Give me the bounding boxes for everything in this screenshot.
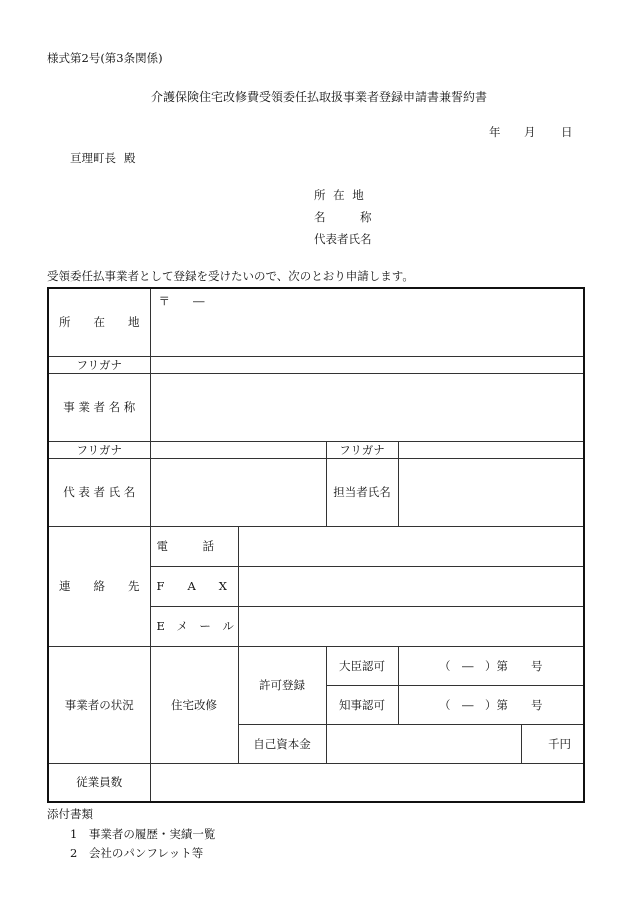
business-name-field[interactable] — [150, 373, 584, 441]
rep-name-label: 代 表 者 氏 名 — [48, 458, 150, 526]
governor-label: 知事認可 — [326, 685, 398, 724]
license-label: 許可登録 — [238, 646, 326, 724]
date-month: 月 — [524, 125, 536, 139]
governor-number-field[interactable]: （ ― ）第 号 — [398, 685, 584, 724]
contact-label: 連 絡 先 — [48, 526, 150, 646]
email-field[interactable] — [238, 606, 584, 646]
employees-label: 従業員数 — [48, 763, 150, 802]
rep-furigana-field[interactable] — [150, 441, 326, 458]
addressee-honorific: 殿 — [124, 151, 136, 165]
fax-field[interactable] — [238, 566, 584, 606]
attachment-item: 2 会社のパンフレット等 — [70, 846, 204, 860]
date-year: 年 — [489, 125, 501, 139]
minister-label: 大臣認可 — [326, 646, 398, 685]
contact-person-field[interactable] — [398, 458, 584, 526]
business-furigana-field[interactable] — [150, 356, 584, 373]
capital-label: 自己資本金 — [238, 724, 326, 763]
address-label: 所 在 地 — [48, 288, 150, 356]
email-label: E メ ー ル — [150, 606, 238, 646]
furigana-label: フリガナ — [48, 356, 150, 373]
capital-field[interactable] — [326, 724, 521, 763]
attachments-heading: 添付書類 — [47, 807, 93, 821]
rep-name-field[interactable] — [150, 458, 326, 526]
capital-unit: 千円 — [521, 724, 584, 763]
application-table — [47, 287, 585, 803]
page-title: 介護保険住宅改修費受領委任払取扱事業者登録申請書兼誓約書 — [151, 90, 488, 104]
contact-furigana-label: フリガナ — [326, 441, 398, 458]
business-name-label: 事 業 者 名 称 — [48, 373, 150, 441]
intro-text: 受領委任払事業者として登録を受けたいので、次のとおり申請します。 — [47, 269, 414, 283]
home-repair-label: 住宅改修 — [150, 646, 238, 763]
furigana-label: フリガナ — [48, 441, 150, 458]
fax-label: F A X — [150, 566, 238, 606]
contact-furigana-field[interactable] — [398, 441, 584, 458]
phone-label: 電 話 — [150, 526, 238, 566]
employees-field[interactable] — [150, 763, 584, 802]
address-field[interactable] — [150, 288, 584, 356]
applicant-name-label: 名 称 — [314, 210, 372, 224]
postal-mark: 〒 ― — [158, 294, 205, 308]
addressee-name: 亘理町長 — [70, 151, 116, 165]
date-day: 日 — [561, 125, 573, 139]
applicant-address-label: 所 在 地 — [314, 188, 366, 202]
contact-person-label: 担当者氏名 — [326, 458, 398, 526]
status-label: 事業者の状況 — [48, 646, 150, 763]
phone-field[interactable] — [238, 526, 584, 566]
minister-number-field[interactable]: （ ― ）第 号 — [398, 646, 584, 685]
attachment-item: 1 事業者の履歴・実績一覧 — [70, 827, 216, 841]
form-number: 様式第2号(第3条関係) — [47, 51, 163, 65]
applicant-representative-label: 代表者氏名 — [314, 232, 372, 246]
